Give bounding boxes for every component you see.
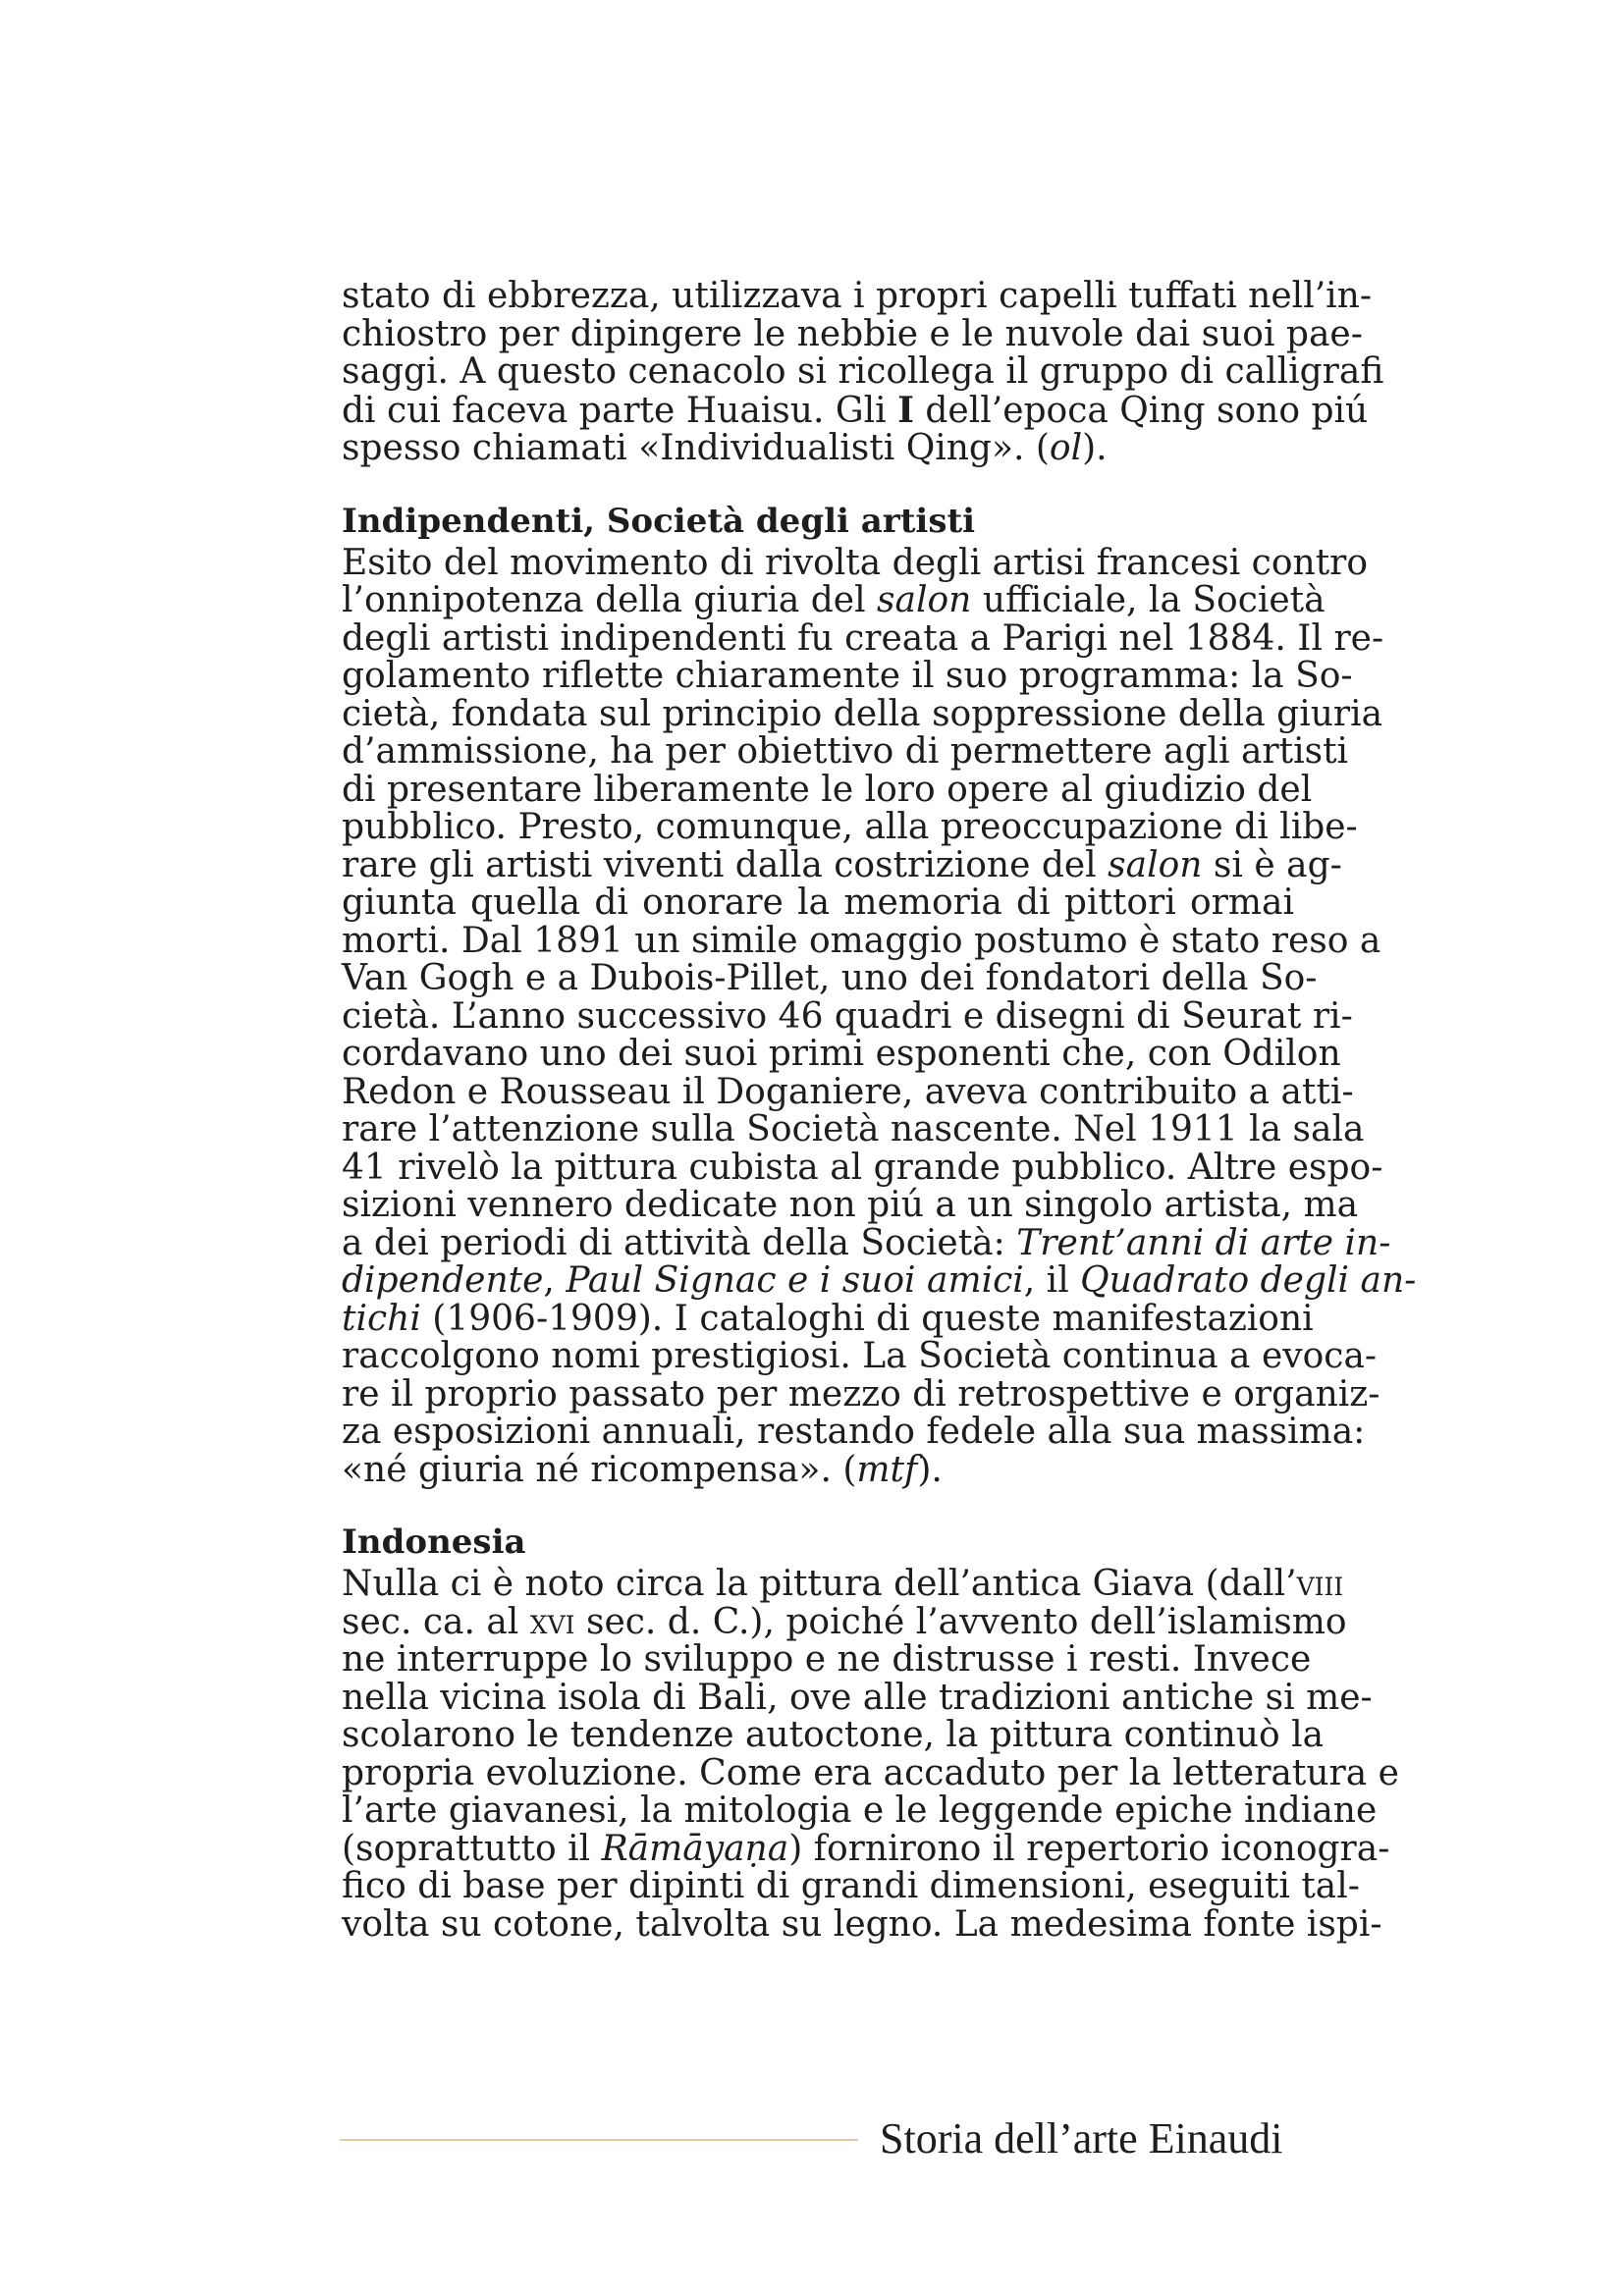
text-line: Van Gogh e a Dubois-Pillet, uno dei fondatori della So- [342,958,1318,998]
text-line: l’arte giavanesi, la mitologia e le leggende epiche indiane [342,1790,1378,1831]
entry-heading: Indipendenti, Società degli artisti [342,501,976,541]
text-line: a dei periodi di attività della Società: Trent’anni di arte in- [342,1222,1391,1263]
page-body [342,276,1417,1945]
text-line: chiostro per dipingere le nebbie e le nuvole dai suoi pae- [342,313,1363,354]
text-line: volta su cotone, talvolta su legno. La medesima fonte ispi- [342,1903,1382,1945]
text-line: propria evoluzione. Come era accaduto per la letteratura e [342,1752,1399,1793]
text-line: rare l’attenzione sulla Società nascente. Nel 1911 la sala [342,1109,1365,1149]
text-line: di presentare liberamente le loro opere al giudizio del [342,769,1313,810]
text-line: di cui faceva parte Huaisu. Gli I dell’epoca Qing sono piú [342,389,1369,431]
text-line: pubblico. Presto, comunque, alla preoccupazione di libe- [342,807,1358,847]
text-line: cietà. L’anno successivo 46 quadri e disegni di Seurat ri- [342,995,1353,1037]
author-signature: ol [1049,428,1083,468]
text-line: tichi (1906-1909). I cataloghi di queste manifestazioni [342,1298,1314,1339]
text-line: «né giuria né ricompensa». (mtf). [342,1449,943,1490]
entry-indipendenti [342,501,1417,1490]
bold-letter: I [897,389,914,431]
text-line: (soprattutto il Rāmāyaṇa) fornirono il repertorio iconogra- [342,1828,1390,1869]
text-line: golamento riflette chiaramente il suo programma: la So- [342,656,1353,696]
text-line: sec. ca. al xvi sec. d. C.), poiché l’avvento dell’islamismo [342,1601,1347,1642]
text-line: stato di ebbrezza, utilizzava i propri capelli tuffati nell’in- [342,276,1373,316]
text-line: rare gli artisti viventi dalla costrizione del salon si è ag- [342,844,1342,885]
intro-paragraph [342,276,1384,468]
text-line: ne interruppe lo sviluppo e ne distrusse i resti. Invece [342,1639,1312,1680]
text-line: nella vicina isola di Bali, ove alle tradizioni antiche si me- [342,1677,1373,1718]
text-line: Redon e Rousseau il Doganiere, aveva contribuito a atti- [342,1071,1354,1112]
text-line: fico di base per dipinti di grandi dimensioni, eseguiti tal- [342,1866,1360,1906]
text-line: sizioni vennero dedicate non piú a un singolo artista, ma [342,1185,1359,1225]
text-line: spesso chiamati «Individualisti Qing». (ol). [342,428,1108,468]
text-line: d’ammissione, ha per obiettivo di permettere agli artisti [342,731,1349,772]
text-line: degli artisti indipendenti fu creata a Parigi nel 1884. Il re- [342,617,1384,659]
text-line: dipendente, Paul Signac e i suoi amici, il Quadrato degli an- [342,1260,1417,1301]
text-line: cordavano uno dei suoi primi esponenti che, con Odilon [342,1034,1341,1074]
text-line: 41 rivelò la pittura cubista al grande pubblico. Altre espo- [342,1147,1383,1188]
footer-divider [340,2139,858,2141]
footer-book-title: Storia dell’arte Einaudi [880,2114,1283,2163]
author-signature: mtf [856,1449,918,1490]
text-line: Nulla ci è noto circa la pittura dell’antica Giava (dall’viii [342,1564,1344,1604]
text-line: l’onnipotenza della giuria del salon ufficiale, la Società [342,580,1325,620]
text-line: raccolgono nomi prestigiosi. La Società continua a evoca- [342,1336,1378,1376]
text-line: Esito del movimento di rivolta degli artisi francesi contro [342,542,1369,583]
text-line: cietà, fondata sul principio della soppressione della giuria [342,693,1383,734]
text-line: saggi. A questo cenacolo si ricollega il gruppo di calligrafi [342,351,1384,392]
text-line: giunta quella di onorare la memoria di pittori ormai [342,882,1294,923]
text-line: scolarono le tendenze autoctone, la pittura continuò la [342,1715,1325,1755]
text-line: za esposizioni annuali, restando fedele alla sua massima: [342,1412,1366,1452]
entry-indonesia [342,1522,1399,1945]
text-line: morti. Dal 1891 un simile omaggio postumo è stato reso a [342,920,1381,961]
entry-heading: Indonesia [342,1522,526,1562]
text-line: re il proprio passato per mezzo di retrospettive e organiz- [342,1373,1380,1415]
